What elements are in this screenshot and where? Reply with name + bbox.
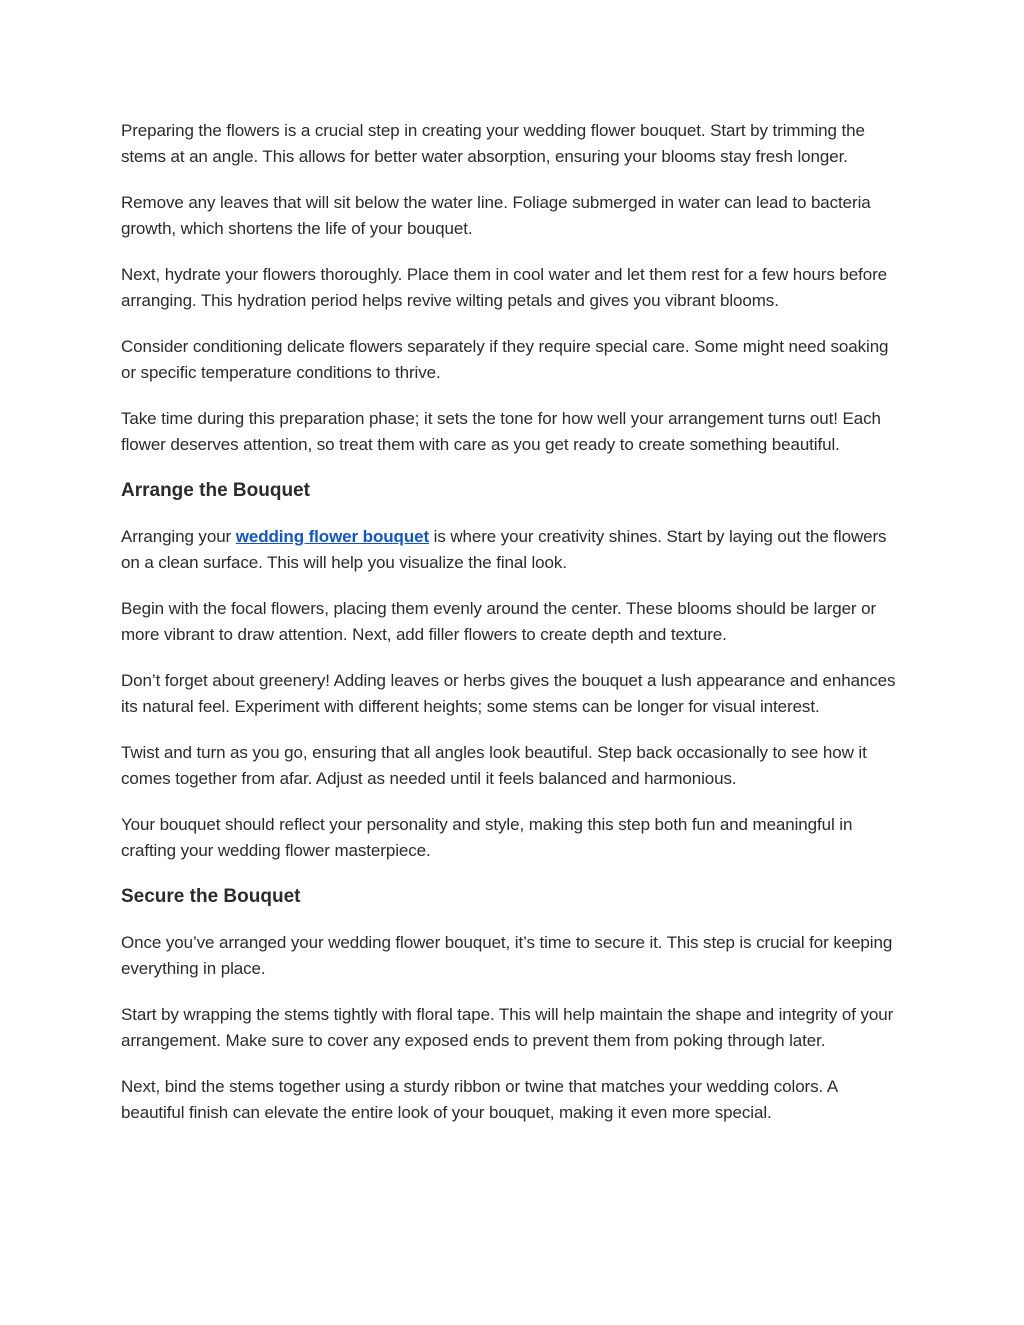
- intro-text-before-link: Arranging your: [121, 527, 236, 546]
- paragraph-secure-1: Once you’ve arranged your wedding flower bouquet, it’s time to secure it. This step is crucial for keeping everything in place.: [121, 933, 893, 978]
- paragraph-arrange-4: Twist and turn as you go, ensuring that all angles look beautiful. Step back occasionally to see how it comes together from afar. Adjust as needed until it feels balanced and harmonious.: [121, 743, 867, 788]
- document-page: [121, 118, 901, 1146]
- paragraph-arrange-3: Don’t forget about greenery! Adding leaves or herbs gives the bouquet a lush appearance and enhances its natural feel. Experiment with different heights; some stems can be longer for visual interest.: [121, 671, 896, 716]
- intro-text-after-link: is where your creativity shines. Start by laying out the flowers on a clean surface. This will help you visualize the final look.: [121, 527, 887, 572]
- paragraph-arrange-intro: [121, 524, 901, 576]
- paragraph-prep-4: Consider conditioning delicate flowers separately if they require special care. Some might need soaking or specific temperature conditions to thrive.: [121, 337, 889, 382]
- wedding-flower-bouquet-link[interactable]: wedding flower bouquet: [235, 527, 430, 546]
- heading-secure-bouquet: Secure the Bouquet: [121, 886, 301, 907]
- paragraph-arrange-2: Begin with the focal flowers, placing them evenly around the center. These blooms should be larger or more vibrant to draw attention. Next, add filler flowers to create depth and texture.: [121, 599, 877, 644]
- paragraph-prep-2: Remove any leaves that will sit below the water line. Foliage submerged in water can lead to bacteria growth, which shortens the life of your bouquet.: [121, 193, 871, 238]
- paragraph-arrange-5: Your bouquet should reflect your personality and style, making this step both fun and meaningful in crafting your wedding flower masterpiece.: [121, 815, 853, 860]
- heading-arrange-bouquet: Arrange the Bouquet: [121, 480, 310, 501]
- paragraph-prep-3: Next, hydrate your flowers thoroughly. Place them in cool water and let them rest for a few hours before arranging. This hydration period helps revive wilting petals and gives you vibrant blooms.: [121, 265, 887, 310]
- paragraph-prep-5: Take time during this preparation phase; it sets the tone for how well your arrangement turns out! Each flower deserves attention, so treat them with care as you get ready to create something beautiful.: [121, 409, 881, 454]
- paragraph-secure-3: Next, bind the stems together using a sturdy ribbon or twine that matches your wedding colors. A beautiful finish can elevate the entire look of your bouquet, making it even more special.: [121, 1077, 838, 1122]
- paragraph-secure-2: Start by wrapping the stems tightly with floral tape. This will help maintain the shape and integrity of your arrangement. Make sure to cover any exposed ends to prevent them from poking through later.: [121, 1005, 894, 1050]
- paragraph-prep-1: Preparing the flowers is a crucial step in creating your wedding flower bouquet. Start by trimming the stems at an angle. This allows for better water absorption, ensuring your blooms stay fresh longer.: [121, 121, 865, 166]
